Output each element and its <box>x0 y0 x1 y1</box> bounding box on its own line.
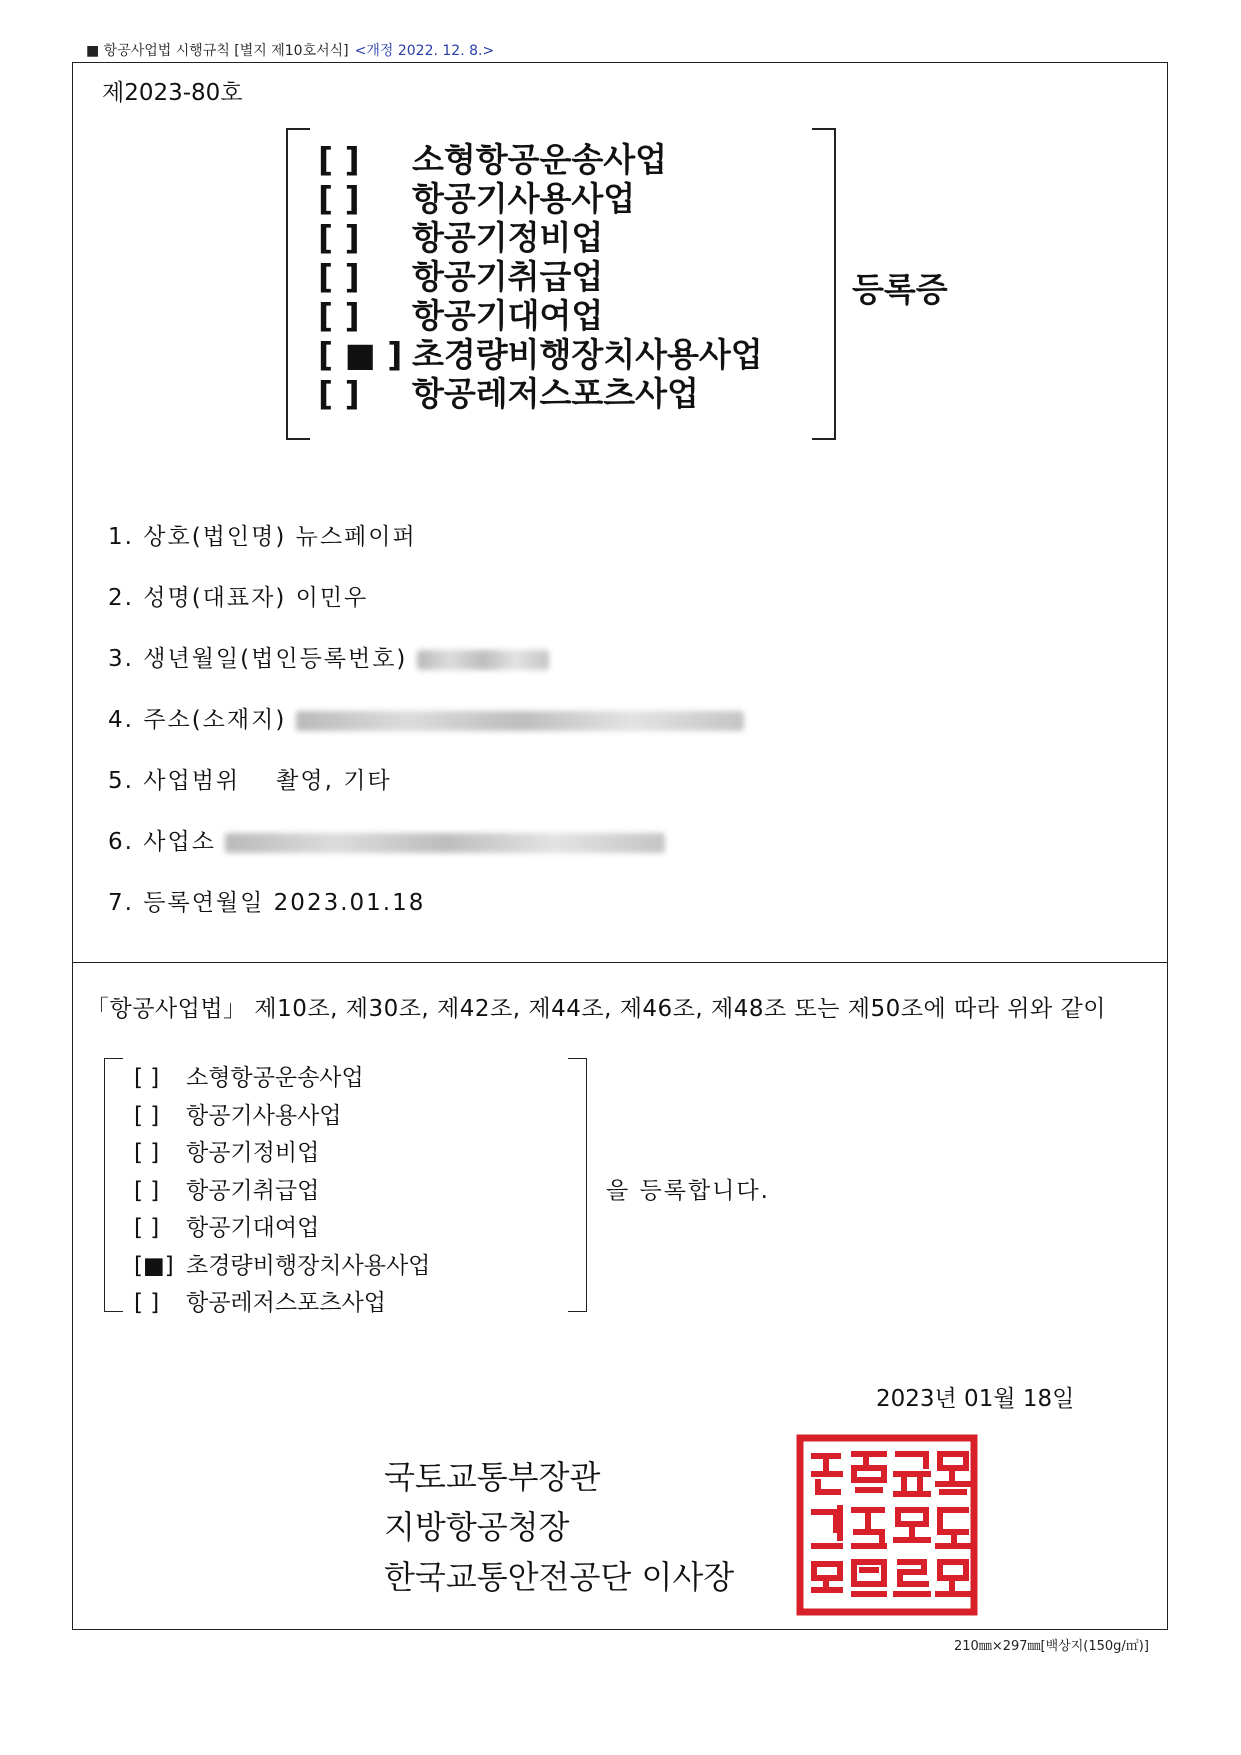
business-type-item <box>318 179 763 218</box>
business-type-item <box>318 257 763 296</box>
business-type-list <box>318 140 763 413</box>
checkbox-mark: [ ■ ] <box>318 335 403 374</box>
registered-type-list <box>134 1060 430 1323</box>
register-statement: 을 등록합니다. <box>606 1178 770 1204</box>
field-value: 뉴스페이퍼 <box>295 524 417 550</box>
list-item-label: 소형항공운송사업 <box>186 1065 364 1091</box>
field-value: 2023.01.18 <box>273 890 426 916</box>
left-bracket <box>286 128 310 440</box>
list-item-label: 항공기대여업 <box>186 1215 320 1241</box>
list-item-label: 항공기사용사업 <box>186 1102 342 1129</box>
checkbox-mark: [ ] <box>134 1215 160 1241</box>
field-value: 촬영, 기타 <box>276 768 392 794</box>
field-label: 1. 상호(법인명) <box>108 524 287 550</box>
list-item-label: 항공기정비업 <box>186 1140 320 1166</box>
checkbox-mark: [ ] <box>318 257 360 296</box>
business-type-label: 항공기정비업 <box>412 218 604 257</box>
business-type-label: 소형항공운송사업 <box>412 140 668 179</box>
list-item <box>134 1173 430 1211</box>
checkbox-mark: [ ] <box>318 179 360 218</box>
business-type-label: 항공기대여업 <box>412 296 604 335</box>
official-minister: 국토교통부장관 <box>384 1458 601 1496</box>
list-item-label: 항공레저스포츠사업 <box>186 1290 386 1316</box>
business-type-item <box>318 335 763 374</box>
business-type-label: 항공기사용사업 <box>412 179 636 218</box>
list-item <box>134 1285 430 1323</box>
business-type-item <box>318 140 763 179</box>
list-item <box>134 1210 430 1248</box>
field-representative <box>108 579 368 612</box>
list-item-label: 항공기취급업 <box>186 1177 320 1204</box>
business-type-item <box>318 296 763 335</box>
checkbox-mark: [ ] <box>134 1065 160 1091</box>
field-company-name <box>108 518 417 551</box>
right-bracket <box>812 128 836 440</box>
business-type-label: 초경량비행장치사용사업 <box>412 335 763 374</box>
field-value: 이민우 <box>295 585 369 611</box>
business-type-item <box>318 218 763 257</box>
checkbox-mark: [ ] <box>134 1290 160 1316</box>
form-header <box>86 40 494 60</box>
law-reference: 「항공사업법」 제10조, 제30조, 제42조, 제44조, 제46조, 제48조 또는 제50조에 따라 위와 같이 <box>86 996 1106 1022</box>
issuing-officials <box>384 1452 768 1602</box>
checkbox-mark: [ ] <box>318 296 360 335</box>
business-type-label: 항공기취급업 <box>412 257 604 296</box>
redacted-value <box>417 650 549 670</box>
certificate-title: 등록증 <box>852 270 948 309</box>
redacted-value <box>225 833 665 853</box>
business-type-item <box>318 374 763 413</box>
business-type-label: 항공레저스포츠사업 <box>412 374 699 413</box>
list-item <box>134 1248 430 1286</box>
revision-note: <개정 2022. 12. 8.> <box>354 43 495 59</box>
list-item <box>134 1135 430 1173</box>
section-divider <box>72 962 1168 963</box>
document-number: 제2023-80호 <box>102 80 243 106</box>
checkbox-mark: [ ] <box>318 140 360 179</box>
small-left-bracket <box>104 1058 123 1312</box>
checkbox-mark: [ ] <box>318 374 360 413</box>
field-business-office <box>108 823 665 856</box>
paper-spec: 210㎜×297㎜[백상지(150g/㎡)] <box>954 1639 1149 1654</box>
field-label: 5. 사업범위 <box>108 768 241 794</box>
field-label: 6. 사업소 <box>108 829 216 855</box>
checkbox-mark: [ ] <box>134 1177 160 1204</box>
field-business-scope <box>108 762 392 795</box>
field-birthdate <box>108 640 549 673</box>
field-label: 7. 등록연월일 <box>108 890 265 916</box>
official-seal-icon <box>796 1434 978 1616</box>
checkbox-mark: [■] <box>134 1252 174 1279</box>
redacted-value <box>296 711 744 731</box>
checkbox-mark: [ ] <box>134 1102 160 1129</box>
official-ts-president: 한국교통안전공단 이사장 <box>384 1558 735 1596</box>
checkbox-mark: [ ] <box>318 218 360 257</box>
field-address <box>108 701 744 734</box>
issue-date: 2023년 01월 18일 <box>876 1386 1075 1412</box>
list-item <box>134 1098 430 1136</box>
small-right-bracket <box>568 1058 587 1312</box>
official-regional-office: 지방항공청장 <box>384 1508 570 1546</box>
field-label: 4. 주소(소재지) <box>108 707 287 733</box>
checkbox-mark: [ ] <box>134 1140 160 1166</box>
field-registration-date <box>108 884 425 917</box>
list-item-label: 초경량비행장치사용사업 <box>186 1252 431 1279</box>
list-item <box>134 1060 430 1098</box>
field-label: 3. 생년월일(법인등록번호) <box>108 646 408 672</box>
field-label: 2. 성명(대표자) <box>108 585 287 611</box>
form-title: ■ 항공사업법 시행규칙 [별지 제10호서식] <box>86 43 349 59</box>
